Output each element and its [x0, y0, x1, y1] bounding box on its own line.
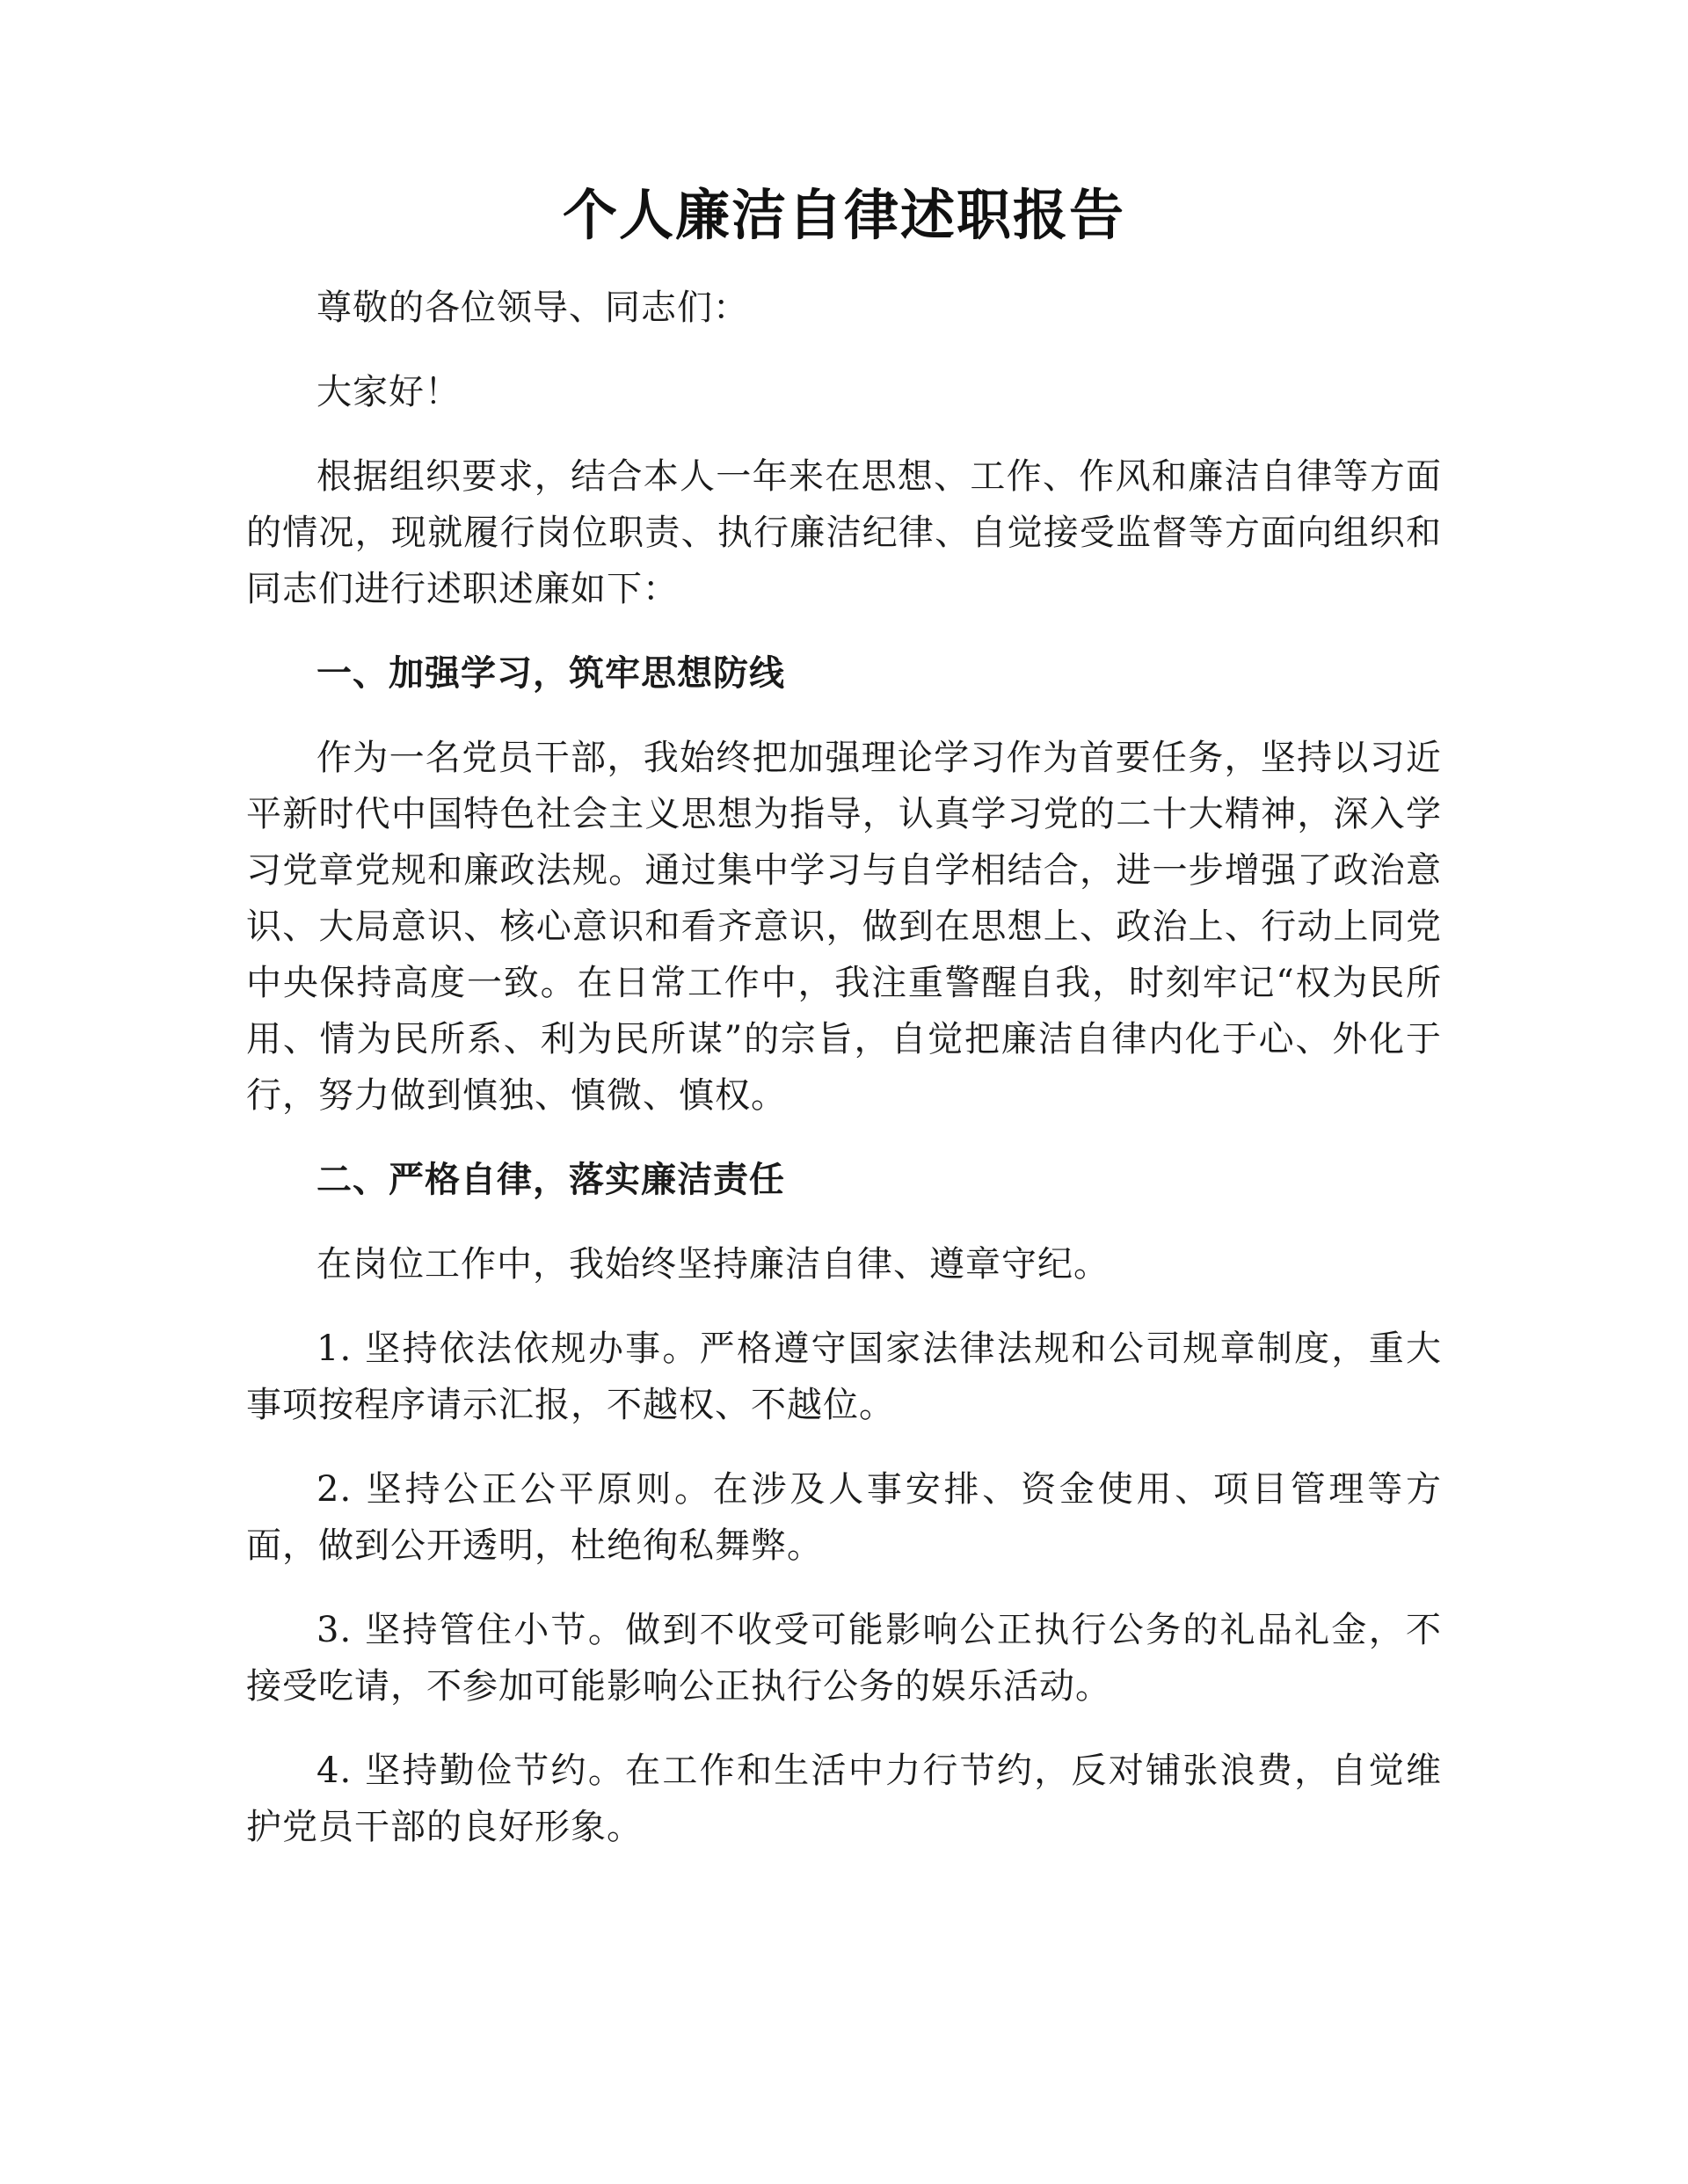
- list-item: 1. 坚持依法依规办事。严格遵守国家法律法规和公司规章制度，重大事项按程序请示汇报，不越权、不越位。: [246, 1329, 1442, 1425]
- salutation: 尊敬的各位领导、同志们：: [316, 288, 749, 328]
- section-1-heading: 一、加强学习，筑牢思想防线: [316, 652, 785, 694]
- greeting: 大家好！: [316, 372, 461, 412]
- list-item: 3. 坚持管住小节。做到不收受可能影响公正执行公务的礼品礼金，不接受吃请，不参加可能影响公正执行公务的娱乐活动。: [246, 1610, 1442, 1707]
- section-2-heading: 二、严格自律，落实廉洁责任: [316, 1159, 785, 1200]
- section-1-body: 作为一名党员干部，我始终把加强理论学习作为首要任务，坚持以习近平新时代中国特色社会主义思想为指导，认真学习党的二十大精神，深入学习党章党规和廉政法规。通过集中学习与自学相结合，进一步增强了政治意识、大局意识、核心意识和看齐意识，做到在思想上、政治上、行动上同党中央保持高度一致。在日常工作中，我注重警醒自我，时刻牢记“权为民所用、情为民所系、利为民所谋”的宗旨，自觉把廉洁自律内化于心、外化于行，努力做到慎独、慎微、慎权。: [246, 738, 1442, 1116]
- document-body: [246, 176, 1442, 1883]
- list-item: 2. 坚持公正公平原则。在涉及人事安排、资金使用、项目管理等方面，做到公开透明，杜绝徇私舞弊。: [246, 1469, 1442, 1566]
- intro-paragraph: 根据组织要求，结合本人一年来在思想、工作、作风和廉洁自律等方面的情况，现就履行岗位职责、执行廉洁纪律、自觉接受监督等方面向组织和同志们进行述职述廉如下：: [246, 456, 1442, 609]
- list-item: 4. 坚持勤俭节约。在工作和生活中力行节约，反对铺张浪费，自觉维护党员干部的良好形象。: [246, 1751, 1442, 1847]
- section-2-intro: 在岗位工作中，我始终坚持廉洁自律、遵章守纪。: [316, 1244, 1110, 1285]
- page-title: 个人廉洁自律述职报告: [562, 183, 1125, 247]
